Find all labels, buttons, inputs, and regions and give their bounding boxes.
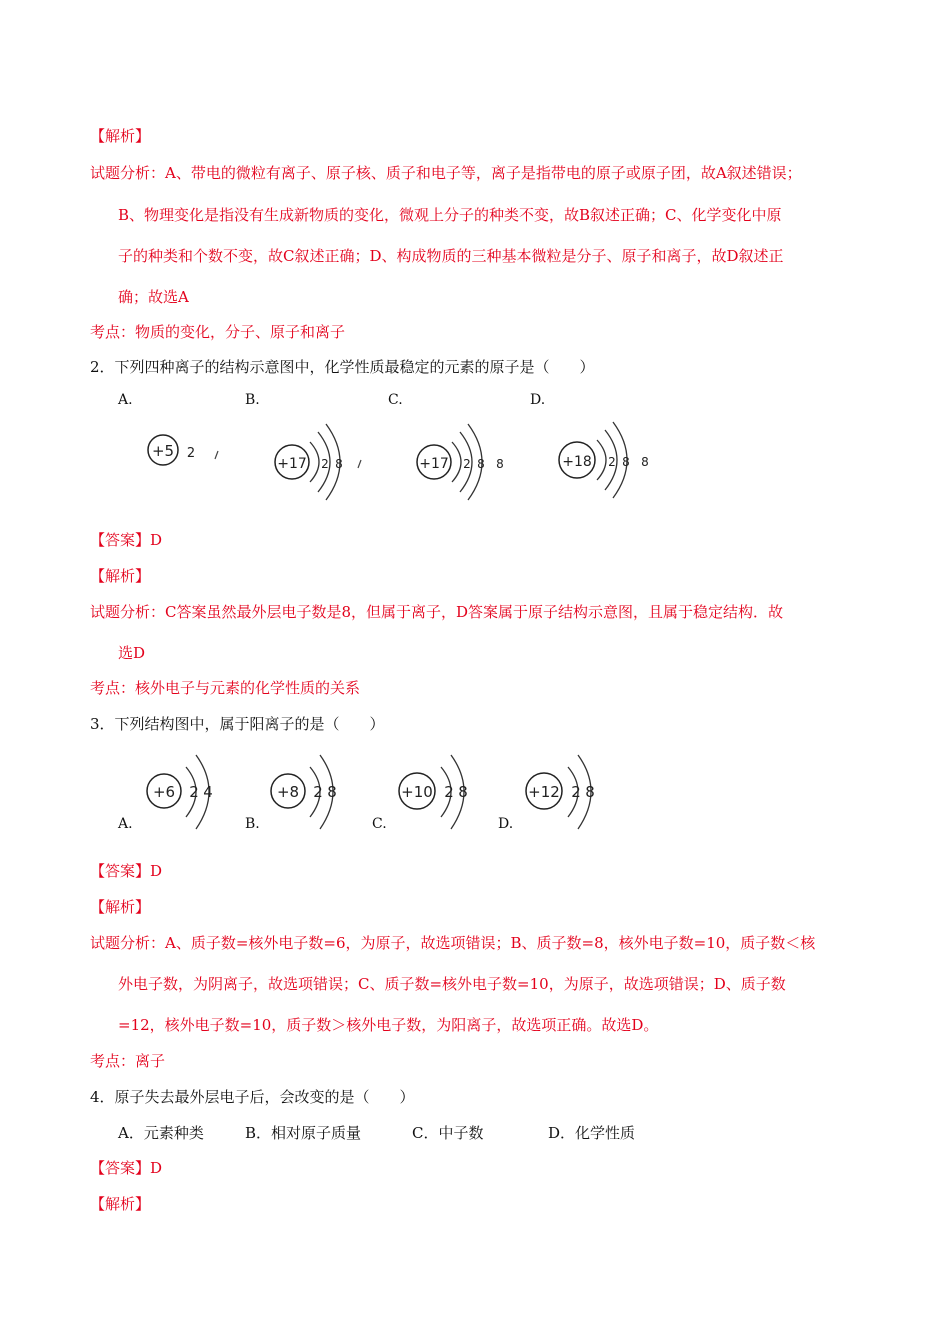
q4-option-d: D．化学性质	[548, 1124, 636, 1142]
q2-diagram-b	[270, 420, 380, 509]
atom-structure-diagram	[142, 745, 242, 835]
q2-stem: 2．下列四种离子的结构示意图中，化学性质最稳定的元素的原子是（ ）	[90, 358, 595, 376]
q1-analysis-line: 子的种类和个数不变，故C叙述正确；D、构成物质的三种基本微粒是分子、原子和离子，故D叙述正	[118, 247, 784, 265]
q4-option-b: B．相对原子质量	[245, 1124, 362, 1142]
q2-diagram-c	[412, 420, 522, 509]
q2-answer: 【答案】D	[90, 531, 163, 549]
q3-diagram-d	[522, 745, 622, 839]
q3-analysis-line: =12，核外电子数=10，质子数＞核外电子数，为阳离子，故选项正确。故选D。	[118, 1016, 659, 1034]
q3-kaodian: 考点：离子	[90, 1052, 166, 1070]
nucleus-charge: +10	[401, 783, 433, 801]
q3-option-d-label: D.	[498, 816, 514, 832]
nucleus-charge: +5	[151, 442, 175, 460]
nucleus-charge: +17	[419, 456, 449, 472]
q2-diagram-a	[145, 425, 235, 489]
q2-analysis-line: 试题分析：C答案虽然最外层电子数是8，但属于离子，D答案属于原子结构示意图，且属于稳定结构．故	[90, 603, 784, 621]
nucleus-charge: +8	[276, 783, 300, 801]
q3-option-a-label: A.	[118, 816, 133, 832]
atom-structure-diagram	[522, 745, 622, 835]
q3-analysis-line: 外电子数，为阴离子，故选项错误；C、质子数=核外电子数=10，为原子，故选项错误；D、质子数	[118, 975, 786, 993]
q4-analysis-title: 【解析】	[90, 1195, 151, 1213]
q2-analysis-title: 【解析】	[90, 567, 151, 585]
electron-shell-arc	[597, 440, 606, 480]
nucleus-charge: +18	[562, 454, 592, 470]
electron-count: 8	[622, 455, 630, 469]
nucleus-charge: +12	[528, 783, 560, 801]
q1-kaodian: 考点：物质的变化，分子、原子和离子	[90, 323, 346, 341]
q1-analysis-line: B、物理变化是指没有生成新物质的变化，微观上分子的种类不变，故B叙述正确；C、化学变化中原	[118, 206, 782, 224]
q3-analysis-line: 试题分析：A、质子数=核外电子数=6，为原子，故选项错误；B、质子数=8，核外电子数=10，质子数＜核	[90, 934, 816, 952]
electron-count: 2	[444, 783, 454, 801]
q3-option-b-label: B.	[245, 816, 260, 832]
electron-count: 2	[189, 783, 199, 801]
q2-option-b-label: B.	[245, 392, 260, 408]
electron-count: 8	[641, 455, 649, 469]
q4-answer: 【答案】D	[90, 1159, 163, 1177]
electron-count: 4	[203, 783, 213, 801]
q3-diagram-b	[268, 745, 368, 839]
electron-shell-arc	[310, 442, 319, 482]
q1-analysis-title: 【解析】	[90, 127, 151, 145]
q2-analysis-line: 选D	[118, 644, 146, 662]
electron-count: 2	[608, 455, 616, 469]
atom-structure-diagram	[268, 745, 368, 835]
nucleus-charge: +17	[277, 456, 307, 472]
electron-shell-arc	[452, 442, 461, 482]
electron-count: 8	[496, 457, 504, 471]
electron-count: 8	[477, 457, 485, 471]
electron-count: 8	[327, 783, 337, 801]
electron-count: 2	[313, 783, 323, 801]
atom-structure-diagram	[555, 418, 665, 503]
q2-kaodian: 考点：核外电子与元素的化学性质的关系	[90, 679, 361, 697]
electron-count: 2	[321, 457, 329, 471]
q4-option-a: A．元素种类	[118, 1124, 204, 1142]
nucleus-charge: +6	[152, 783, 176, 801]
electron-count: 8	[585, 783, 595, 801]
q2-diagram-d	[555, 418, 665, 507]
electron-count: 2	[571, 783, 581, 801]
electron-shell-mark	[358, 460, 361, 468]
q1-analysis-line: 试题分析：A、带电的微粒有离子、原子核、质子和电子等，离子是指带电的原子或原子团，故A叙述错误；	[90, 164, 802, 182]
electron-count: 2	[463, 457, 471, 471]
electron-shell-mark	[215, 451, 218, 459]
q3-answer: 【答案】D	[90, 862, 163, 880]
atom-structure-diagram	[395, 745, 495, 835]
q4-option-c: C．中子数	[412, 1124, 484, 1142]
electron-count: 8	[335, 457, 343, 471]
atom-structure-diagram	[145, 425, 235, 485]
atom-structure-diagram	[270, 420, 380, 505]
atom-structure-diagram	[412, 420, 522, 505]
q1-analysis-line: 确；故选A	[118, 288, 189, 306]
q3-stem: 3．下列结构图中，属于阳离子的是（ ）	[90, 715, 385, 733]
q2-option-a-label: A.	[118, 392, 133, 408]
q3-diagram-a	[142, 745, 242, 839]
q3-option-c-label: C.	[372, 816, 387, 832]
q2-option-d-label: D.	[530, 392, 546, 408]
q3-diagram-c	[395, 745, 495, 839]
q4-stem: 4．原子失去最外层电子后，会改变的是（ ）	[90, 1088, 415, 1106]
electron-count: 8	[458, 783, 468, 801]
q2-option-c-label: C.	[388, 392, 403, 408]
q3-analysis-title: 【解析】	[90, 898, 151, 916]
electron-count: 2	[186, 446, 196, 461]
